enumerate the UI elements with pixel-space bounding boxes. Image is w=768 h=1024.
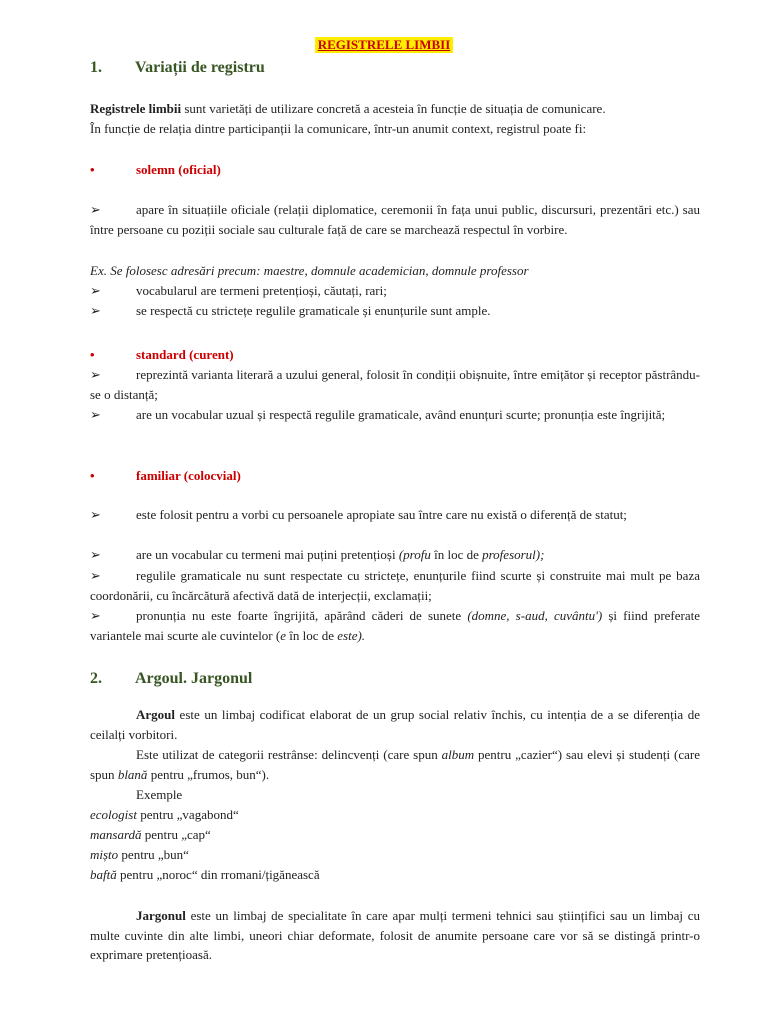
arrow-icon: ➢ [90,568,101,583]
solemn-item-3 [90,301,700,321]
solemn-example: Ex. Se folosesc adresări precum: maestre, domnule academician, domnule professor [90,263,529,278]
bullet-dot-icon: • [90,162,95,177]
familiar-item-1 [90,505,700,525]
bullet-solemn [90,160,221,179]
arrow-icon: ➢ [90,608,101,623]
section-1-title: Variații de registru [135,59,265,76]
intro-paragraph [90,99,700,138]
argou-paragraph [90,705,700,744]
familiar-label: familiar (colocvial) [136,468,241,483]
section-1-number: 1. [90,59,102,76]
intro-rest: sunt varietăți de utilizare concretă a acesteia în funcție de situația de comunicare. [181,101,606,116]
arrow-icon: ➢ [90,283,101,298]
section-1-heading [90,58,265,78]
arrow-icon: ➢ [90,507,101,522]
bullet-familiar [90,466,241,485]
solemn-item-1 [90,200,700,239]
section-2-number: 2. [90,670,102,687]
section-2-title: Argoul. Jargonul [135,670,253,687]
example-row [90,825,211,844]
familiar-item-2a: are un vocabular cu termeni mai puțini pretențioși [136,547,399,562]
arrow-icon: ➢ [90,407,101,422]
example-meaning: pentru „cap“ [141,827,211,842]
standard-item-1-text: reprezintă varianta literară a uzului general, folosit în condiții obișnuite, între emițător și receptor păstrându-se o distanță; [90,367,700,402]
util-e: pentru „frumos, bun“). [147,766,270,782]
example-row [90,865,320,884]
standard-item-2-text: are un vocabular uzual și respectă regulile gramaticale, având enunțuri scurte; pronunția este îngrijită; [136,407,666,422]
intro-line-2: În funcție de relația dintre participanții la comunicare, într-un anumit context, registrul poate fi: [90,120,587,136]
solemn-label: solemn (oficial) [136,162,221,177]
example-word: baftă [90,867,117,882]
familiar-item-4b: (domne, s-aud, cuvântu') [467,608,603,623]
util-c: pentru „cazier“) sau elevi și studenți (care spun [90,747,701,782]
util-b: album [441,747,475,762]
bullet-standard [90,345,234,364]
jargon-bold: Jargonul [136,908,186,923]
example-word: mansardă [90,827,142,842]
standard-item-2 [90,405,700,425]
standard-item-1 [90,365,700,404]
util-a: Este utilizat de categorii restrânse: delincvenți (care spun [136,747,442,762]
example-word: ecologist [90,807,137,822]
solemn-item-1-text: apare în situațiile oficiale (relații diplomatice, ceremonii în fața unui public, discursuri, prezentări etc.) sau între persoane cu poziții sociale sau culturale față de care se marchează respectul în vorbire. [90,202,700,237]
familiar-item-2 [90,545,700,565]
util-d: blană [117,766,148,782]
bullet-dot-icon: • [90,468,95,483]
solemn-item-2 [90,281,700,301]
section-2-heading [90,669,252,689]
argou-usage-paragraph [90,745,700,784]
title-wrap [0,36,768,54]
familiar-item-4a: pronunția nu este foarte îngrijită, apărând căderi de sunete [136,608,468,623]
familiar-item-4e: în loc de [286,627,338,643]
familiar-item-3-text: regulile gramaticale nu sunt respectate cu strictețe, enunțurile fiind scurte și construite mai mult pe baza coordonării, cu încărcătură afectivă dată de interjecții, exclamații; [90,568,700,603]
document-title: REGISTRELE LIMBII [315,37,454,53]
familiar-item-2c: în loc de [430,547,483,562]
familiar-item-4d: e [280,627,286,643]
arrow-icon: ➢ [90,367,101,382]
arrow-icon: ➢ [90,202,101,217]
argou-rest: este un limbaj codificat elaborat de un grup social relativ închis, cu intenția de a se diferenția de ceilalți vorbitori. [90,707,700,742]
standard-label: standard (curent) [136,347,234,362]
familiar-item-3 [90,566,700,605]
example-meaning: pentru „bun“ [118,847,189,862]
arrow-icon: ➢ [90,547,101,562]
solemn-item-3-text: se respectă cu strictețe regulile gramaticale și enunțurile sunt ample. [136,303,491,318]
example-row [90,845,189,864]
familiar-item-4c: și fiind preferate variantele mai scurte ale cuvintelor ( [90,608,701,643]
arrow-icon: ➢ [90,303,101,318]
familiar-item-1-text: este folosit pentru a vorbi cu persoanele apropiate sau între care nu există o diferență de statut; [136,507,627,522]
exemple-label: Exemple [136,787,183,802]
example-row [90,805,239,824]
familiar-item-2d: profesorul); [482,547,545,562]
argou-bold: Argoul [136,707,175,722]
example-word: mișto [90,847,119,862]
familiar-item-4 [90,606,700,645]
solemn-item-2-text: vocabularul are termeni pretențioși, căutați, rari; [136,283,387,298]
bullet-dot-icon: • [90,347,95,362]
familiar-item-2b: (profu [398,547,431,562]
jargon-rest: este un limbaj de specialitate în care apar mulți termeni tehnici sau științifici sau un limbaj cu multe cuvinte din alte limbi, uneori chiar deformate, folosit de anumite persoane care vor să se distingă printr-o exprimare pretențioasă. [90,908,700,962]
intro-bold: Registrele limbii [90,101,182,116]
jargon-paragraph [90,906,700,965]
familiar-item-4f: este). [337,627,366,643]
example-meaning: pentru „vagabond“ [136,807,239,822]
example-meaning: pentru „noroc“ din rromani/țigănească [116,867,320,882]
